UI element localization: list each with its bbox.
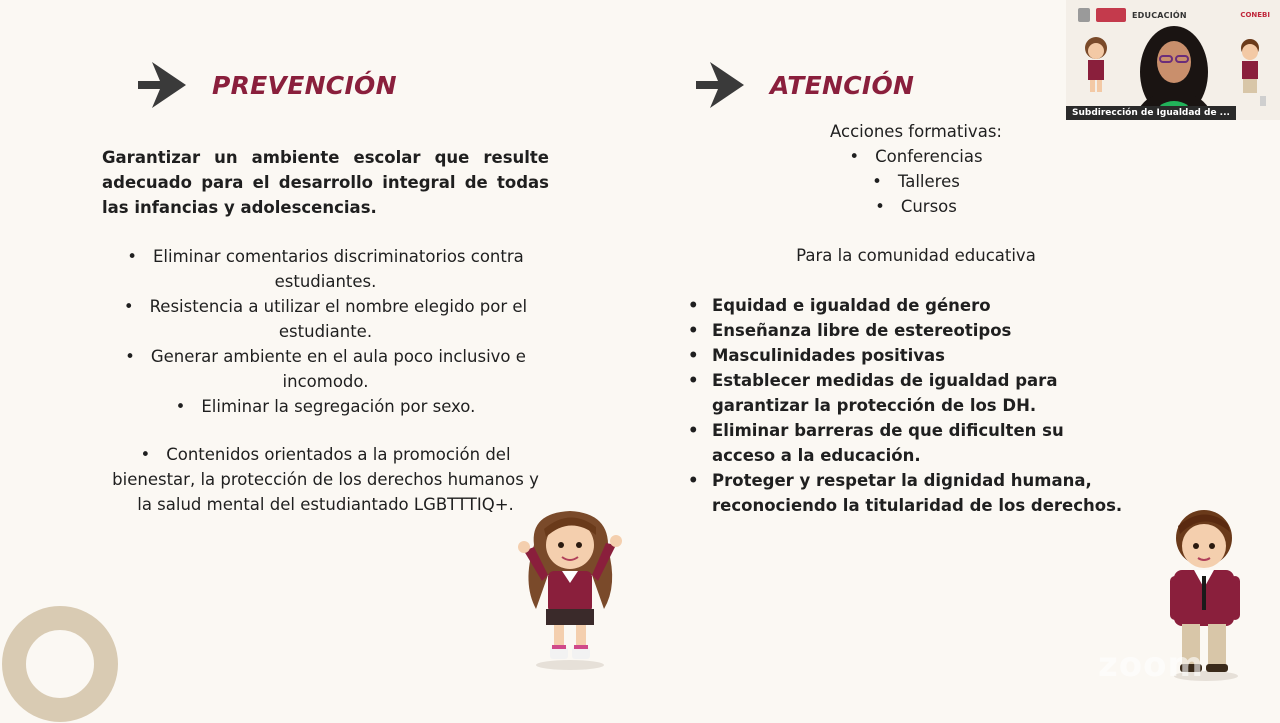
decorative-ring-icon — [2, 605, 120, 723]
participant-avatar — [1066, 0, 1280, 120]
participant-name-label: Subdirección de Igualdad de ... — [1066, 106, 1236, 120]
list-item: • Contenidos orientados a la promoción del bienestar, la protección de los derechos humanos y la salud mental del estudiantado LGBTTTIQ+. — [102, 442, 549, 517]
list-item: • Eliminar comentarios discriminatorios contra estudiantes. — [102, 244, 549, 294]
list-item: • Cursos — [716, 194, 1116, 219]
list-item: • Masculinidades positivas — [686, 343, 1126, 368]
girl-illustration-icon — [512, 505, 628, 671]
prevencion-list — [102, 244, 549, 419]
acciones-title: Acciones formativas: — [830, 122, 1002, 141]
list-item: • Generar ambiente en el aula poco inclusivo e incomodo. — [102, 344, 549, 394]
community-label: Para la comunidad educativa — [796, 246, 1036, 265]
conebi-logo: CONEBI — [1240, 11, 1270, 19]
list-item: • Talleres — [716, 169, 1116, 194]
prevencion-title: PREVENCIÓN — [212, 70, 397, 100]
arrow-right-icon — [138, 62, 186, 108]
participant-video-tile[interactable] — [1066, 0, 1280, 120]
atencion-list — [686, 293, 1126, 518]
list-item: • Resistencia a utilizar el nombre elegido por el estudiante. — [102, 294, 549, 344]
list-item: • Equidad e igualdad de género — [686, 293, 1126, 318]
atencion-title: ATENCIÓN — [770, 70, 915, 100]
list-item: • Conferencias — [716, 144, 1116, 169]
list-item: • Enseñanza libre de estereotipos — [686, 318, 1126, 343]
prevencion-list-contenidos — [102, 442, 549, 517]
list-item: • Eliminar barreras de que dificulten su acceso a la educación. — [686, 418, 1126, 468]
list-item: • Establecer medidas de igualdad para garantizar la protección de los DH. — [686, 368, 1126, 418]
atencion-heading — [696, 62, 914, 108]
prevencion-intro: Garantizar un ambiente escolar que resulte adecuado para el desarrollo integral de todas las infancias y adolescencias. — [102, 148, 549, 217]
list-item: • Proteger y respetar la dignidad humana, reconociendo la titularidad de los derechos. — [686, 468, 1126, 518]
arrow-right-icon — [696, 62, 744, 108]
tile-header-text: EDUCACIÓN — [1132, 10, 1187, 20]
prevencion-heading — [138, 62, 397, 108]
zoom-watermark: zoom — [1098, 645, 1204, 685]
list-item: • Eliminar la segregación por sexo. — [102, 394, 549, 419]
acciones-formativas — [716, 119, 1116, 219]
